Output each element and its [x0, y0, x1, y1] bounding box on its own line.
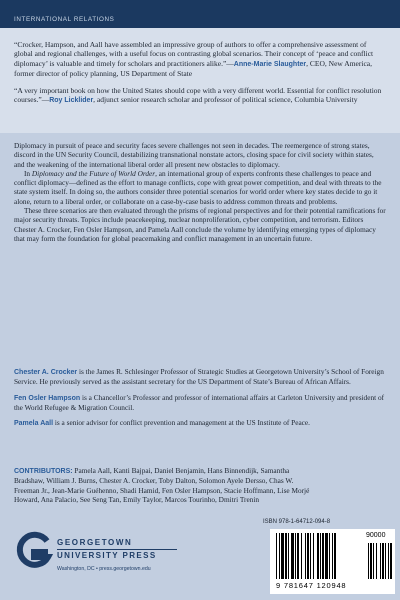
- barcode-addon-bar: [388, 543, 389, 579]
- barcode-bar: [301, 533, 302, 579]
- contributors-label: CONTRIBUTORS:: [14, 468, 73, 475]
- editor-bios: [14, 367, 386, 434]
- barcode-addon-bar: [390, 543, 392, 579]
- barcode-price-code: 90000: [366, 532, 386, 539]
- description-paragraph: [14, 169, 386, 206]
- editor-name: Chester A. Crocker: [14, 369, 78, 376]
- barcode-bar: [322, 533, 324, 579]
- description-text: In: [24, 168, 32, 178]
- barcode-bar: [305, 533, 306, 579]
- endorser-affiliation: , adjunct senior research scholar and professor of political science, Columbia University: [93, 95, 358, 105]
- barcode-bar: [325, 533, 328, 579]
- barcode-addon-bar: [376, 543, 377, 579]
- barcode-bar: [281, 533, 284, 579]
- barcode-digits: 9 781647 120948: [276, 581, 347, 590]
- book-title: Diplomacy and the Future of World Order: [31, 168, 156, 178]
- bio-text: is the James R. Schlesinger Professor of Strategic Studies at Georgetown University’s School of Foreign Service. He previously served as the assistant secretary for the US Department of State’s Bureau of African Affairs.: [14, 367, 384, 387]
- editor-name: Pamela Aall: [14, 420, 54, 428]
- bio-aall: [14, 418, 386, 428]
- barcode-addon-bar: [380, 543, 381, 579]
- endorsement-2: [14, 86, 386, 106]
- publisher-name-line1: GEORGETOWN: [57, 538, 133, 547]
- editor-name: Fen Osler Hampson: [14, 394, 81, 402]
- barcode-bar: [332, 533, 333, 579]
- contributors: [14, 466, 314, 504]
- barcode-bar: [320, 533, 321, 579]
- barcode-addon-bar: [370, 543, 372, 579]
- barcode-bar: [317, 533, 319, 579]
- endorser-name: Roy Licklider: [49, 97, 94, 105]
- bio-text: is a Chancellor’s Professor and professor of international affairs at Carleton University and president of the World Refugee & Migration Council.: [14, 392, 385, 412]
- barcode-bar: [295, 533, 296, 579]
- isbn-label: ISBN 978-1-64712-094-8: [263, 519, 331, 525]
- barcode-bar: [279, 533, 280, 579]
- barcode-bar: [288, 533, 289, 579]
- description-text: , an international group of experts confronts these challenges to peace and conflict diplomacy—defined as the effort to manage conflicts, cope with great power competition, and deal with threats to the state system itself. In doing so, the authors consider three potential scenarios for world order where key states decide to go it alone, return to a liberal order, or collaborate on a case-by-case basis to address common threats and problems.: [14, 168, 382, 206]
- barcode-addon-bar: [368, 543, 369, 579]
- barcode-bar: [329, 533, 330, 579]
- isbn-barcode: [270, 529, 395, 594]
- endorsement-text: “A very important book on how the United States should cope with a very different world. Essential for conflict resolution courses.”—: [14, 85, 382, 105]
- barcode-addon-bar: [382, 543, 384, 579]
- bio-text: is a senior advisor for conflict prevention and management at the US Institute of Peace.: [53, 418, 310, 428]
- barcode-addon-bar: [385, 543, 386, 579]
- endorsements: [14, 40, 386, 112]
- description-paragraph: Diplomacy in pursuit of peace and security faces severe challenges not seen in decades. The reemergence of strong states, discord in the UN Security Council, destabilizing transnational nonstate actors, closing space for civil society within states, and the weakening of the international liberal order all present new obstacles to diplomacy.: [14, 141, 374, 169]
- endorsement-1: [14, 40, 386, 79]
- endorsement-text: “Crocker, Hampson, and Aall have assembled an impressive group of authors to offer a comprehensive assessment of global and regional challenges, with a useful focus on contrasting global scenarios. Their concept of ‘peace and conflict diplomacy’ is valuable and timely for scholars and practitioners alike.”—: [14, 40, 374, 68]
- georgetown-g-logo-icon: [14, 531, 54, 571]
- publisher-rule: [57, 549, 177, 550]
- barcode-bar: [310, 533, 311, 579]
- series-label: INTERNATIONAL RELATIONS: [14, 16, 115, 23]
- publisher-location: Washington, DC • press.georgetown.edu: [57, 566, 151, 572]
- barcode-bar: [291, 533, 294, 579]
- endorser-affiliation: , CEO, New America, former director of policy planning, US Department of State: [14, 58, 372, 79]
- description-paragraph: These three scenarios are then evaluated through the prisms of regional perspectives and for their potential ramifications for major security threats. Topics include peacekeeping, nuclear nonproliferation, cyber competition, and terrorism. Editors Chester A. Crocker, Fen Osler Hampson, and Pamela Aall conclude the volume by identifying emerging types of diplomacy that may form the foundation for global peacemaking and conflict management in an uncertain future.: [14, 206, 386, 243]
- contributors-list: Pamela Aall, Kanti Bajpai, Daniel Benjamin, Hans Binnendijk, Samantha Bradshaw, William J. Burns, Chester A. Crocker, Toby Dalton, Solomon Ayele Dersso, Chas W. Freeman Jr., Jean-Marie Guéhenno, Shadi Hamid, Fen Osler Hampson, Stacie Hoffmann, Lise Morjé Howard, Ana Palacio, See Seng Tan, Emily Taylor, Marcos Tourinho, Dmitri Trenin: [14, 466, 310, 504]
- barcode-bar: [297, 533, 299, 579]
- barcode-bar: [307, 533, 309, 579]
- endorser-name: Anne-Marie Slaughter: [233, 60, 307, 68]
- barcode-bar: [285, 533, 287, 579]
- barcode-addon-bar: [373, 543, 374, 579]
- bio-hampson: [14, 393, 386, 413]
- book-description: [14, 141, 386, 243]
- publisher-name-line2: UNIVERSITY PRESS: [57, 551, 157, 560]
- barcode-bar: [313, 533, 314, 579]
- barcode-bar: [334, 533, 336, 579]
- top-band: [0, 0, 400, 28]
- barcode-bar: [276, 533, 277, 579]
- bio-crocker: [14, 367, 386, 387]
